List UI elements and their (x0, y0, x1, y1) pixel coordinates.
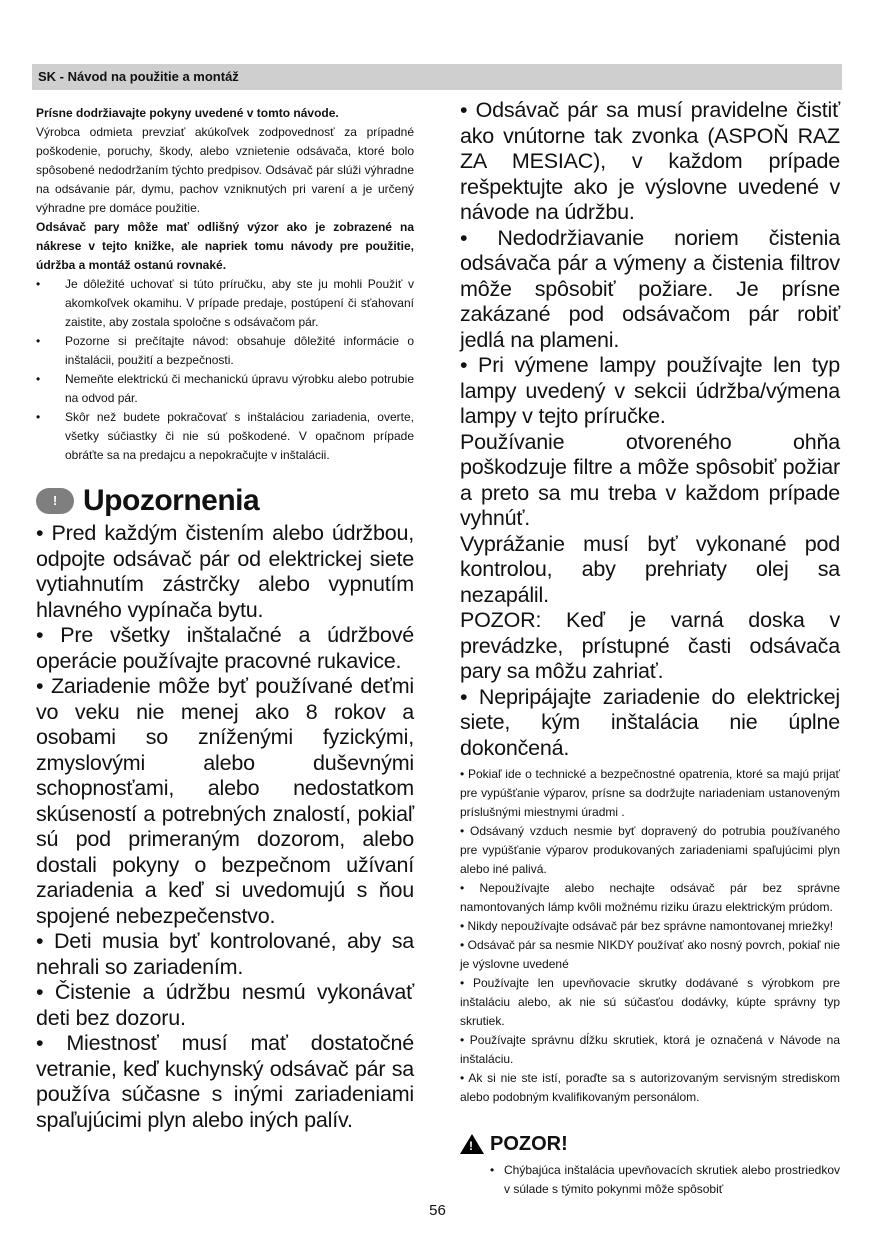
safety-bullet-list (36, 275, 414, 465)
list-item: • Je dôležité uchovať si túto príručku, aby ste ju mohli Použiť v akomkoľvek okamihu. V prípade predaje, postúpení či sťahovaní zaistite, aby zostala spoločne s odsávačom pár. (36, 275, 414, 332)
list-item: • Pozorne si prečítajte návod: obsahuje dôležité informácie o inštalácii, použití a bezpečnosti. (36, 332, 414, 370)
warning-paragraph: • Zariadenie môže byť používané deťmi vo veku nie menej ako 8 rokov a osobami so zníženými fyzickými, zmyslovými alebo duševnými schopnosťami, alebo nedostatkom skúseností a potrebných znalostí, pokiaľ sú pod primeraným dozorom, alebo dostali pokyny o bezpečnom užívaní zariadenia a keď si uvedomujú s ňou spojené nebezpečenstvo. (36, 674, 414, 928)
warning-heading (36, 481, 414, 521)
notice-bold: Odsávač pary môže mať odlišný výzor ako je zobrazené na nákrese v tejto knižke, ale napriek tomu návody pre použitie, údržba a montáž ostanú rovnaké. (36, 220, 414, 272)
note-paragraph: • Používajte len upevňovacie skrutky dodávané s výrobkom pre inštaláciu alebo, ak nie sú súčasťou dodávky, kúpte správny typ skrutiek. (460, 976, 840, 1028)
list-item: • Skôr než budete pokračovať s inštaláciou zariadenia, overte, všetky súčiastky či nie sú poškodené. V opačnom prípade obráťte sa na predajcu a nepokračujte v inštalácii. (36, 408, 414, 465)
note-paragraph: • Ak si nie ste istí, poraďte sa s autorizovaným servisným strediskom alebo podobným kvalifikovaným personálom. (460, 1071, 840, 1104)
list-item: • Chýbajúca inštalácia upevňovacích skrutiek alebo prostriedkov v súlade s týmito pokynmi môže spôsobiť (460, 1161, 840, 1199)
note-paragraph: • Pokiaľ ide o technické a bezpečnostné opatrenia, ktoré sa majú prijať pre vypúšťanie výparov, prísne sa dodržujte nariadeniam ustanoveným príslušnými miestnymi úradmi . (460, 767, 840, 819)
warning-paragraph: • Čistenie a údržbu nesmú vykonávať deti bez dozoru. (36, 980, 414, 1030)
page-number: 56 (429, 1202, 446, 1219)
warning-paragraph: • Pre všetky inštalačné a údržbové operácie používajte pracovné rukavice. (36, 623, 414, 673)
warning-triangle-symbol: ! (469, 1139, 473, 1153)
note-paragraph: • Nikdy nepoužívajte odsávač pár bez správne namontovanej mriežky! (460, 919, 834, 933)
intro-text: Výrobca odmieta prevziať akúkoľvek zodpovednosť za prípadné poškodenie, poruchy, škody, alebo vznietenie odsávača, ktoré bolo spôsobené nedodržaním týchto predpisov. Odsávač pár slúži výhradne na odsávanie pár, dymu, pachov vzniknutých pri varení a je určený výhradne pre domáce použitie. (36, 125, 414, 215)
left-column (36, 104, 414, 1133)
maintenance-paragraph: POZOR: Keď je varná doska v prevádzke, prístupné časti odsávača pary sa môžu zahriať. (460, 608, 840, 683)
note-paragraph: • Odsávaný vzduch nesmie byť dopravený do potrubia používaného pre vypúšťanie výparov produkovaných zariadeniami spaľujúcimi plyn alebo iné palivá. (460, 824, 840, 876)
warning-title: Upozornenia (83, 484, 260, 517)
note-paragraph: • Používajte správnu dĺžku skrutiek, ktorá je označená v Návode na inštaláciu. (460, 1033, 840, 1066)
maintenance-paragraph: Vyprážanie musí byť vykonané pod kontrolou, aby prehriaty olej sa nezapálil. (460, 531, 840, 607)
list-item: • Nemeňte elektrickú či mechanickú úpravu výrobku alebo potrubie na odvod pár. (36, 370, 414, 408)
maintenance-paragraph: • Nepripájajte zariadenie do elektrickej siete, kým inštalácia nie úplne dokončená. (460, 684, 840, 760)
warning-triangle-icon (460, 1134, 484, 1154)
intro-bold: Prísne dodržiavajte pokyny uvedené v tomto návode. (36, 106, 339, 120)
maintenance-paragraph: Používanie otvoreného ohňa poškodzuje filtre a môže spôsobiť požiar a preto sa mu treba v každom prípade vyhnúť. (460, 429, 840, 530)
maintenance-paragraph: • Pri výmene lampy používajte len typ lampy uvedený v sekcii údržba/výmena lampy v tejto príručke. (460, 353, 840, 428)
section-header: SK - Návod na použitie a montáž (32, 64, 842, 90)
pozor-title: POZOR! (490, 1132, 568, 1155)
warning-paragraph: • Deti musia byť kontrolované, aby sa nehrali so zariadením. (36, 929, 414, 979)
warning-paragraph: • Pred každým čistením alebo údržbou, odpojte odsávač pár od elektrickej siete vytiahnutím zástrčky alebo vypnutím hlavného vypínača bytu. (36, 521, 414, 622)
note-paragraph: • Odsávač pár sa nesmie NIKDY používať ako nosný povrch, pokiaľ nie je výslovne uvedené (460, 938, 840, 971)
warning-icon: ! (36, 488, 74, 514)
note-paragraph: • Nepoužívajte alebo nechajte odsávač pár bez správne namontovaných lámp kvôli možnému riziku úrazu elektrickým prúdom. (460, 881, 840, 914)
maintenance-paragraph: • Nedodržiavanie noriem čistenia odsávača pár a výmeny a čistenia filtrov môže spôsobiť požiare. Je prísne zakázané pod odsávačom pár robiť jedlá na plameni. (460, 225, 840, 352)
warning-paragraph: • Miestnosť musí mať dostatočné vetranie, keď kuchynský odsávač pár sa používa súčasne s inými zariadeniami spaľujúcimi plyn alebo iných palív. (36, 1031, 414, 1132)
pozor-heading (460, 1131, 840, 1157)
right-column (460, 98, 840, 1199)
technical-notes (460, 765, 840, 1107)
pozor-list (460, 1161, 840, 1199)
maintenance-paragraph: • Odsávač pár sa musí pravidelne čistiť ako vnútorne tak zvonka (ASPOŇ RAZ ZA MESIAC), v každom prípade rešpektujte ako je výslovne uvedené v návode na údržbu. (460, 98, 840, 224)
